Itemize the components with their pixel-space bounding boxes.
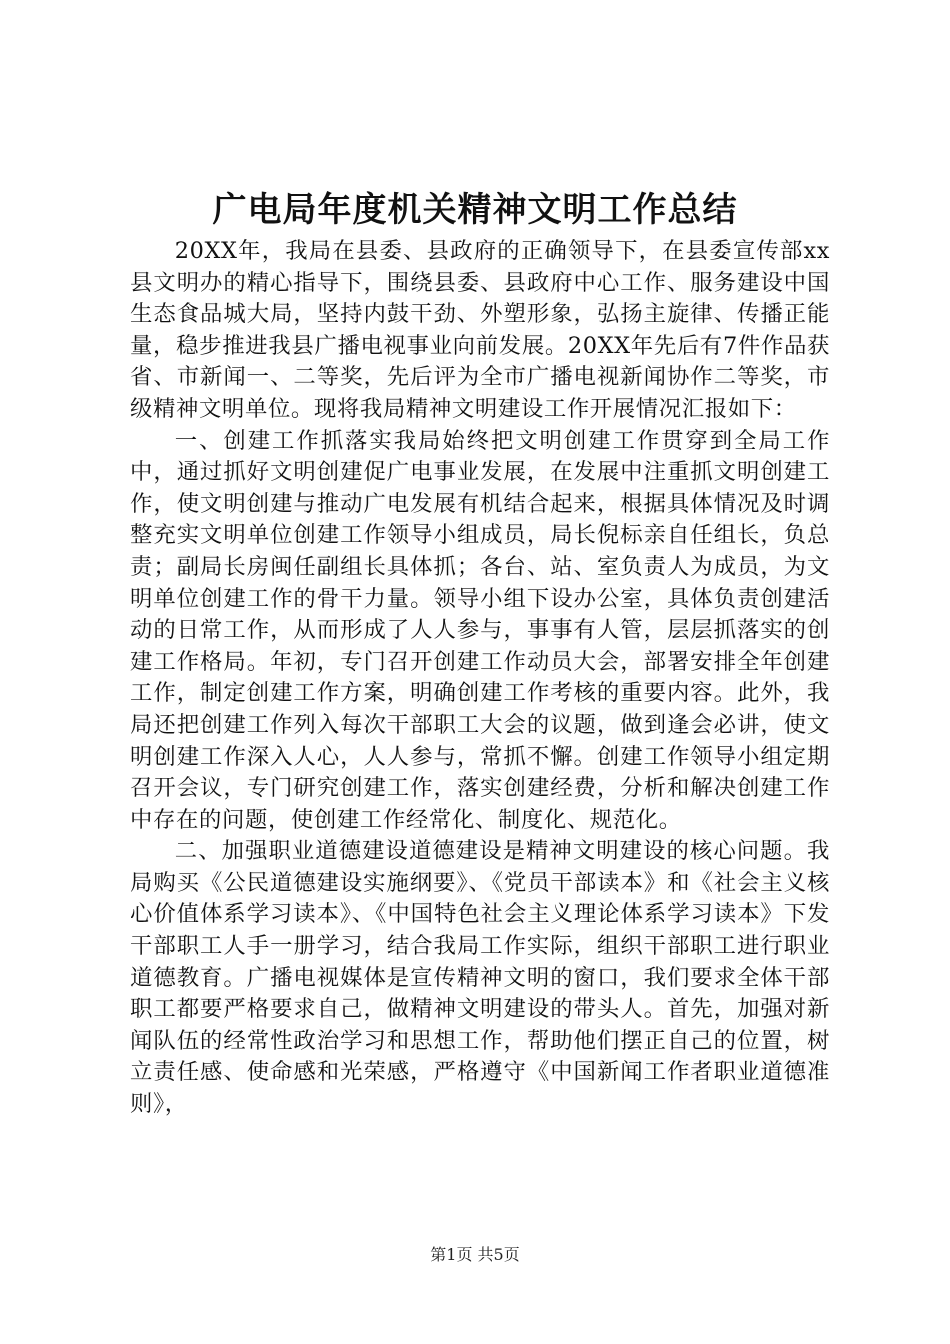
paragraph-section-2: 二、加强职业道德建设道德建设是精神文明建设的核心问题。我局购买《公民道德建设实施纲要》、《党员干部读本》和《社会主义核心价值体系学习读本》、《中国特色社会主义理论体系学习读本》下发干部职工人手一册学习，结合我局工作实际，组织干部职工进行职业道德教育。广播电视媒体是宣传精神文明的窗口，我们要求全体干部职工都要严格要求自己，做精神文明建设的带头人。首先，加强对新闻队伍的经常性政治学习和思想工作，帮助他们摆正自己的位置，树立责任感、使命感和光荣感，严格遵守《中国新闻工作者职业道德准则》， — [130, 838, 830, 1118]
document-body — [130, 236, 830, 1121]
paragraph-section-1: 一、创建工作抓落实我局始终把文明创建工作贯穿到全局工作中，通过抓好文明创建促广电事业发展，在发展中注重抓文明创建工作，使文明创建与推动广电发展有机结合起来，根据具体情况及时调整充实文明单位创建工作领导小组成员，局长倪标亲自任组长，负总责；副局长房闽任副组长具体抓；各台、站、室负责人为成员，为文明单位创建工作的骨干力量。领导小组下设办公室，具体负责创建活动的日常工作，从而形成了人人参与，事事有人管，层层抓落实的创建工作格局。年初，专门召开创建工作动员大会，部署安排全年创建工作，制定创建工作方案，明确创建工作考核的重要内容。此外，我局还把创建工作列入每次干部职工大会的议题，做到逢会必讲，使文明创建工作深入人心，人人参与，常抓不懈。创建工作领导小组定期召开会议，专门研究创建工作，落实创建经费，分析和解决创建工作中存在的问题，使创建工作经常化、制度化、规范化。 — [130, 427, 830, 833]
paragraph-intro: 20XX年，我局在县委、县政府的正确领导下，在县委宣传部xx县文明办的精心指导下，围绕县委、县政府中心工作、服务建设中国生态食品城大局，坚持内鼓干劲、外塑形象，弘扬主旋律、传播正能量，稳步推进我县广播电视事业向前发展。20XX年先后有7件作品获省、市新闻一、二等奖，先后评为全市广播电视新闻协作二等奖，市级精神文明单位。现将我局精神文明建设工作开展情况汇报如下： — [130, 238, 830, 422]
page-footer: 第1页 共5页 — [430, 1245, 520, 1264]
document-title: 广电局年度机关精神文明工作总结 — [212, 190, 738, 230]
